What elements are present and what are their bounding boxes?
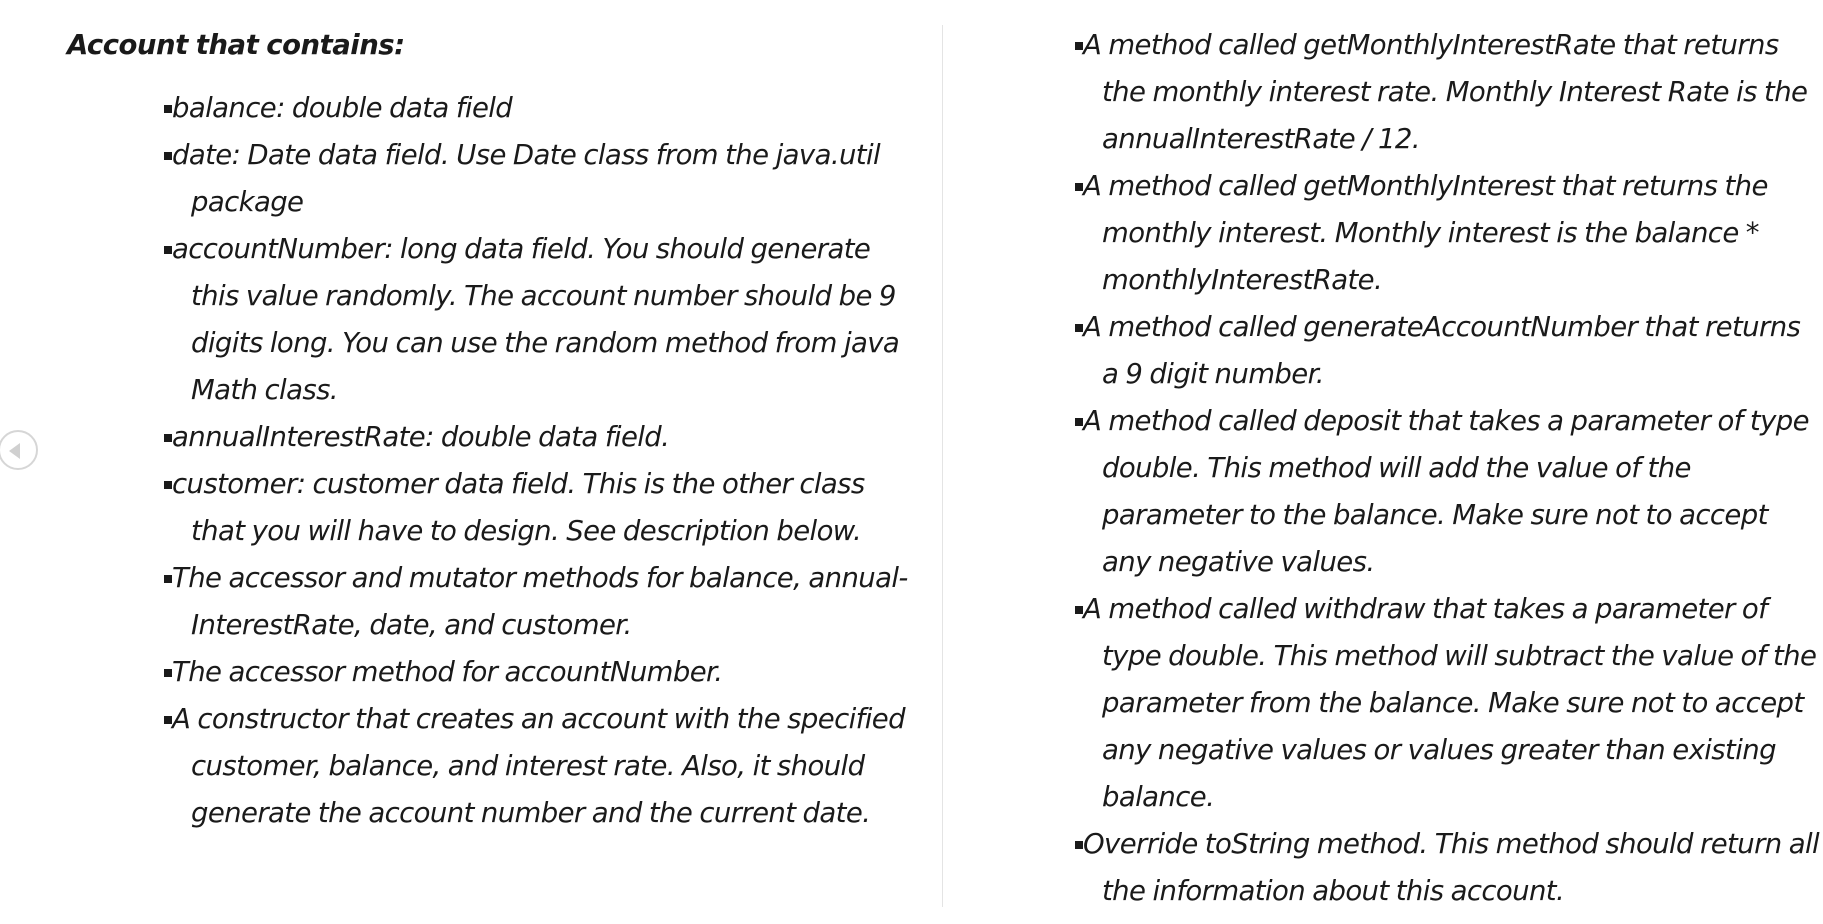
list-item-deposit: A method called deposit that takes a parameter of type double. This method will add the value of the parameter to the balance. Make sure not to accept any negative values. [1075,398,1820,586]
list-item-constructor: A constructor that creates an account with the specified customer, balance, and interest rate. Also, it should generate the account number and the current date. [164,696,917,837]
list-item-customer: customer: customer data field. This is the other class that you will have to design. See description below. [164,461,917,555]
left-column [67,22,917,837]
list-item-get-monthly-interest: A method called getMonthlyInterest that returns the monthly interest. Monthly interest is the balance * monthlyInterestRate. [1075,163,1820,304]
previous-slide-button[interactable] [0,430,38,470]
column-divider [942,25,943,907]
list-item-get-monthly-interest-rate: A method called getMonthlyInterestRate that returns the monthly interest rate. Monthly Interest Rate is the annualInterestRate / 12. [1075,22,1820,163]
list-item-annual-interest-rate: annualInterestRate: double data field. [164,414,917,461]
list-item-withdraw: A method called withdraw that takes a parameter of type double. This method will subtract the value of the parameter from the balance. Make sure not to accept any negative values or values greater than existing balance. [1075,586,1820,821]
left-bullet-list [67,85,917,837]
right-column [1075,22,1820,915]
right-bullet-list [1075,22,1820,915]
chevron-left-icon [9,443,20,459]
list-item-account-number: accountNumber: long data field. You should generate this value randomly. The account number should be 9 digits long. You can use the random method from java Math class. [164,226,917,414]
list-item-accessor-account-number: The accessor method for accountNumber. [164,649,917,696]
list-item-balance: balance: double data field [164,85,917,132]
list-item-date: date: Date data field. Use Date class from the java.util package [164,132,917,226]
section-heading: Account that contains: [67,29,405,61]
list-item-generate-account-number: A method called generateAccountNumber that returns a 9 digit number. [1075,304,1820,398]
list-item-to-string: Override toString method. This method should return all the information about this account. [1075,821,1820,915]
list-item-accessor-mutator: The accessor and mutator methods for balance, annualInterestRate, date, and customer. [164,555,917,649]
